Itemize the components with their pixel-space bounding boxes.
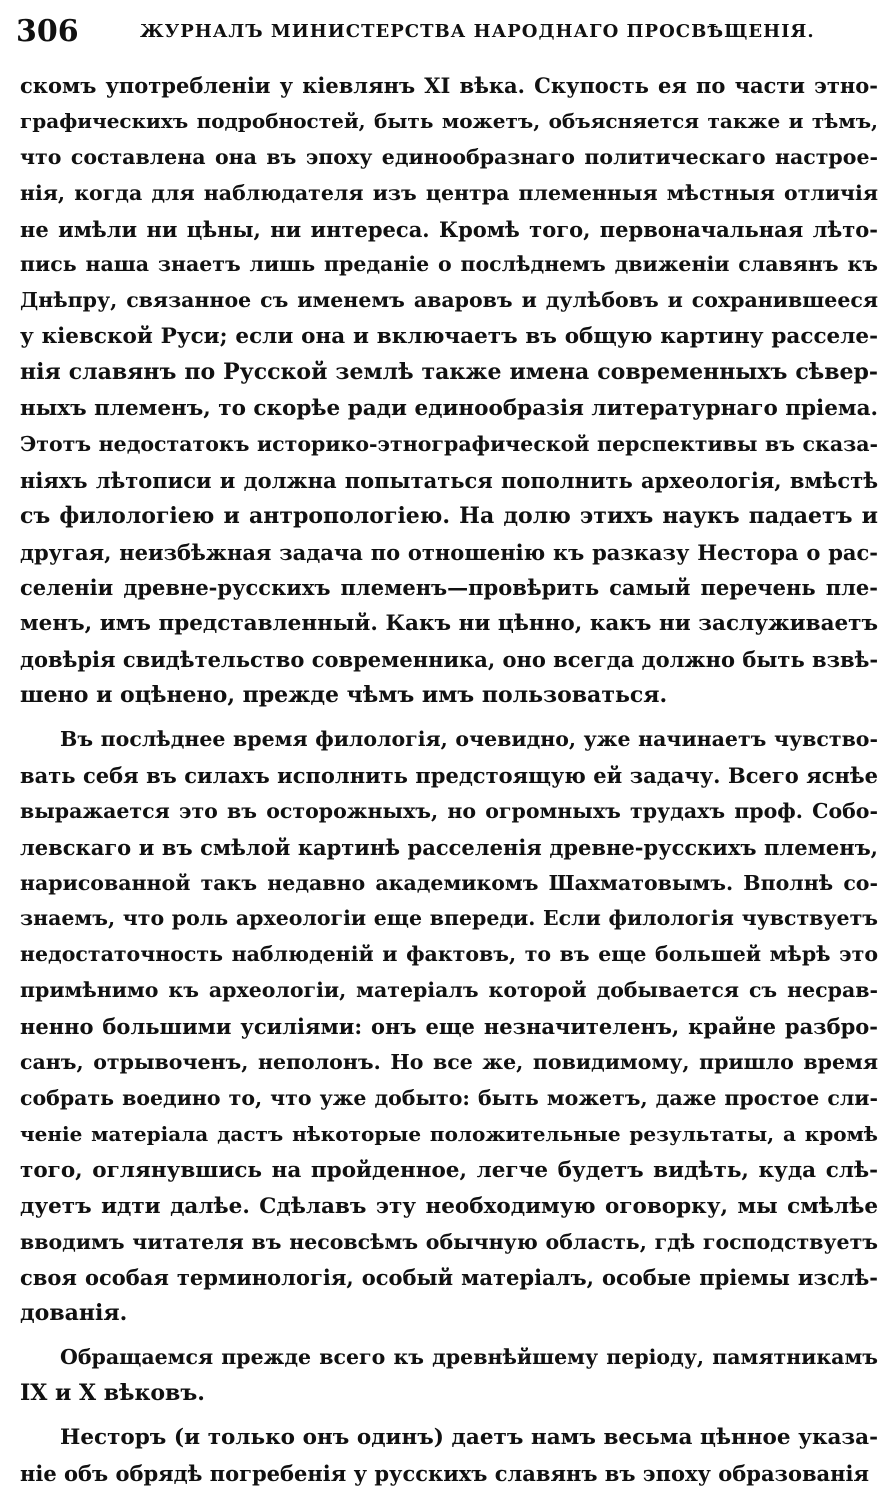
text-line: нія, когда для наблюдателя изъ центра племенныя мѣстныя отличія xyxy=(20,180,878,205)
text-line: санъ, отрывоченъ, неполонъ. Но все же, повидимому, пришло время xyxy=(20,1050,878,1075)
paragraph xyxy=(20,68,878,714)
text-line: собрать воедино то, что уже добыто: быть можетъ, даже простое сли- xyxy=(20,1085,878,1110)
text-line: левскаго и въ смѣлой картинѣ расселенія древне-русскихъ племенъ, xyxy=(20,834,878,860)
text-line: графическихъ подробностей, быть можетъ, объясняется также и тѣмъ, xyxy=(20,108,878,133)
text-line: у кіевской Руси; если она и включаетъ въ общую картину расселе- xyxy=(20,324,878,350)
text-line: довѣрія свидѣтельство современника, оно всегда должно быть взвѣ- xyxy=(20,647,878,673)
paragraph xyxy=(20,722,878,1332)
text-line: селеніи древне-русскихъ племенъ—провѣрить самый перечень пле- xyxy=(20,575,878,601)
paragraph-gap xyxy=(20,714,878,722)
text-line: менъ, имъ представленный. Какъ ни цѣнно, какъ ни заслуживаетъ xyxy=(20,611,878,637)
paragraph xyxy=(20,1420,878,1492)
text-line: Несторъ (и только онъ одинъ) даетъ намъ весьма цѣнное указа- xyxy=(60,1424,878,1450)
text-line: скомъ употребленіи у кіевлянъ XI вѣка. Скупость ея по части этно- xyxy=(20,73,878,98)
text-line: дованія. xyxy=(20,1300,128,1327)
text-line: съ филологіею и антропологіею. На долю этихъ наукъ падаетъ и xyxy=(20,502,878,529)
page-number: 306 xyxy=(16,14,79,49)
paragraph-gap xyxy=(20,1412,878,1420)
text-line: примѣнимо къ археологіи, матеріалъ которой добывается съ несрав- xyxy=(20,978,878,1003)
text-line: что составлена она въ эпоху единообразнаго политическаго настрое- xyxy=(20,144,878,169)
text-line: вводимъ читателя въ несовсѣмъ обычную область, гдѣ господствуетъ xyxy=(20,1229,878,1254)
text-line: ненно большими усиліями: онъ еще незначителенъ, крайне разбро- xyxy=(20,1014,878,1040)
page-header xyxy=(0,12,892,52)
text-line: Днѣпру, связанное съ именемъ аваровъ и дулѣбовъ и сохранившееся xyxy=(20,288,878,313)
text-line: ніяхъ лѣтописи и должна попытаться пополнить археологія, вмѣстѣ xyxy=(20,467,878,493)
text-line: шено и оцѣнено, прежде чѣмъ имъ пользоваться. xyxy=(20,682,668,709)
text-line: недостаточность наблюденій и фактовъ, то въ еще большей мѣрѣ это xyxy=(20,942,878,967)
text-line: своя особая терминологія, особый матеріалъ, особые пріемы изслѣ- xyxy=(20,1265,878,1291)
paragraph xyxy=(20,1340,878,1412)
text-line: вать себя въ силахъ исполнить предстоящую ей задачу. Всего яснѣе xyxy=(20,762,878,788)
text-line: того, оглянувшись на пройденное, легче будетъ видѣть, куда слѣ- xyxy=(20,1157,878,1183)
text-line: Обращаемся прежде всего къ древнѣйшему періоду, памятникамъ xyxy=(60,1345,878,1370)
text-line: ніе объ обрядѣ погребенія у русскихъ славянъ въ эпоху образованія xyxy=(20,1460,870,1486)
page-body xyxy=(20,68,878,1492)
text-line: нарисованной такъ недавно академикомъ Шахматовымъ. Вполнѣ со- xyxy=(20,870,878,895)
text-line: не имѣли ни цѣны, ни интереса. Кромѣ того, первоначальная лѣто- xyxy=(20,216,878,242)
text-line: IX и X вѣковъ. xyxy=(20,1380,205,1407)
text-line: ченіе матеріала дастъ нѣкоторые положительные результаты, а кромѣ xyxy=(20,1121,878,1146)
text-line: знаемъ, что роль археологіи еще впереди. Если филологія чувствуетъ xyxy=(20,906,878,931)
text-line: выражается это въ осторожныхъ, но огромныхъ трудахъ проф. Собо- xyxy=(20,798,878,823)
text-line: другая, неизбѣжная задача по отношенію къ разказу Нестора о рас- xyxy=(20,539,878,565)
text-line: Въ послѣднее время филологія, очевидно, уже начинаетъ чувство- xyxy=(60,727,878,752)
text-line: ныхъ племенъ, то скорѣе ради единообразія литературнаго пріема. xyxy=(20,396,878,422)
running-title: ЖУРНАЛЪ МИНИСТЕРСТВА НАРОДНАГО ПРОСВѢЩЕНІЯ. xyxy=(140,21,815,42)
paragraph-gap xyxy=(20,1332,878,1340)
text-line: нія славянъ по Русской землѣ также имена современныхъ сѣвер- xyxy=(20,359,878,386)
text-line: дуетъ идти далѣе. Сдѣлавъ эту необходимую оговорку, мы смѣлѣе xyxy=(20,1193,878,1219)
text-line: пись наша знаетъ лишь преданіе о послѣднемъ движеніи славянъ къ xyxy=(20,252,878,277)
text-line: Этотъ недостатокъ историко-этнографической перспективы въ сказа- xyxy=(20,431,878,456)
